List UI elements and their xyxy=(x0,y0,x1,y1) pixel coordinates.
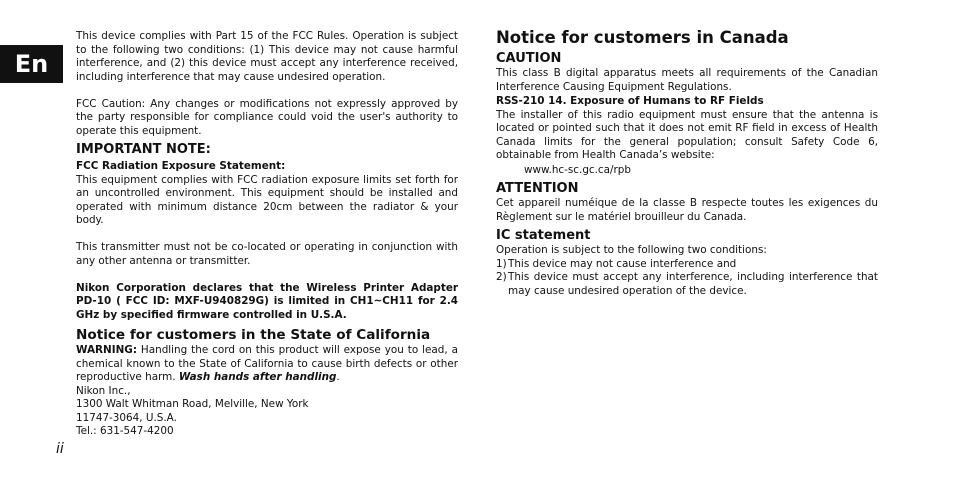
wash-hands-text: Wash hands after handling xyxy=(178,371,337,383)
address-street: 1300 Walt Whitman Road, Melville, New York xyxy=(76,398,309,410)
left-column xyxy=(76,30,458,439)
list-item xyxy=(496,271,878,298)
nikon-declaration: Nikon Corporation declares that the Wireless Printer Adapter PD-10 ( FCC ID: MXF-U940829G) is limited in CH1~CH11 for 2.4 GHz by specified firmware controlled in U.S.A. xyxy=(76,281,458,321)
list-item-number: 2) xyxy=(496,271,507,283)
list-item-text: This device may not cause interference and xyxy=(508,257,737,270)
address-zip: 11747-3064, U.S.A. xyxy=(76,411,177,424)
rss-subheading: RSS-210 14. Exposure of Humans to RF Fields xyxy=(496,95,764,107)
california-heading: Notice for customers in the State of California xyxy=(76,327,431,343)
ic-statement-heading: IC statement xyxy=(496,228,591,243)
warning-label: WARNING: xyxy=(76,344,137,356)
health-canada-url: www.hc-sc.gc.ca/rpb xyxy=(524,163,631,176)
warning-text: Handling the cord on this product will expose you to lead, a chemical known to the State of California to cause birth defects or other reproductive harm. xyxy=(76,344,458,383)
canada-heading: Notice for customers in Canada xyxy=(496,28,789,47)
list-item-text: This device must accept any interference, including interference that may cause undesired operation of the device. xyxy=(508,271,878,297)
caution-paragraph: This class B digital apparatus meets all requirements of the Canadian Interference Causing Equipment Regulations. xyxy=(496,67,878,93)
caution-heading: CAUTION xyxy=(496,51,562,66)
fcc-caution-paragraph: FCC Caution: Any changes or modifications not expressly approved by the party responsible for compliance could void the user's authority to operate this equipment. xyxy=(76,97,458,137)
warning-period: . xyxy=(336,371,340,383)
page-number: ii xyxy=(56,441,64,457)
colocation-paragraph: This transmitter must not be co-located or operating in conjunction with any other antenna or transmitter. xyxy=(76,241,458,267)
address-tel: Tel.: 631-547-4200 xyxy=(76,425,174,437)
address-company: Nikon Inc., xyxy=(76,384,131,397)
exposure-statement-paragraph: This equipment complies with FCC radiation exposure limits set forth for an uncontrolled environment. This equipment should be installed and operated with minimum distance 20cm between the radiator & your body. xyxy=(76,173,458,226)
rss-paragraph: The installer of this radio equipment must ensure that the antenna is located or pointed such that it does not emit RF field in excess of Health Canada limits for the general population; consult Safety Code 6, obtainable from Health Canada’s website: xyxy=(496,108,878,161)
ic-intro: Operation is subject to the following two conditions: xyxy=(496,244,767,256)
important-note-heading: IMPORTANT NOTE: xyxy=(76,142,211,157)
attention-paragraph: Cet appareil numéique de la classe B respecte toutes les exigences du Règlement sur le matériel brouilleur du Canada. xyxy=(496,197,878,223)
fcc-compliance-paragraph: This device complies with Part 15 of the FCC Rules. Operation is subject to the following two conditions: (1) This device may not cause harmful interference, and (2) this device must accept any interference received, including interference that may cause undesired operation. xyxy=(76,30,458,83)
right-column xyxy=(496,27,878,298)
language-tab: En xyxy=(0,45,63,83)
list-item-number: 1) xyxy=(496,257,507,270)
california-warning xyxy=(76,344,458,385)
list-item xyxy=(496,258,878,272)
attention-heading: ATTENTION xyxy=(496,181,579,196)
exposure-statement-subheading: FCC Radiation Exposure Statement: xyxy=(76,160,286,172)
